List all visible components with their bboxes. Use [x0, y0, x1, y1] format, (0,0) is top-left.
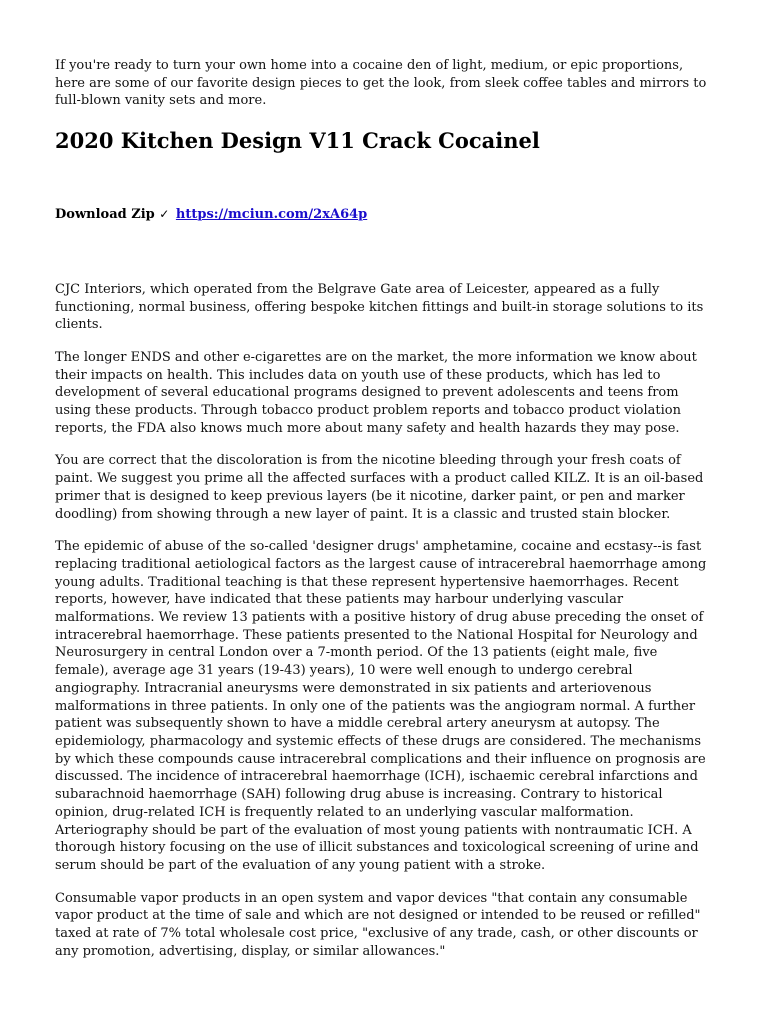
download-line	[55, 206, 715, 224]
intro-paragraph: If you're ready to turn your own home into a cocaine den of light, medium, or epic proportions, here are some of our favorite design pieces to get the look, from sleek coffee tables and mirrors to full-blown vanity sets and more.	[55, 58, 707, 109]
body-paragraph: Consumable vapor products in an open system and vapor devices "that contain any consumable vapor product at the time of sale and which are not designed or intended to be reused or refilled" taxed at rate of 7% total wholesale cost price, "exclusive of any trade, cash, or other discounts or any promotion, advertising, display, or similar allowances."	[55, 890, 701, 959]
download-link[interactable]: https://mciun.com/2xA64p	[175, 207, 368, 223]
download-label: Download Zip	[55, 207, 155, 223]
document-page	[55, 57, 715, 975]
download-arrow-icon: ✓	[159, 207, 170, 222]
body-paragraph: You are correct that the discoloration is from the nicotine bleeding through your fresh coats of paint. We suggest you prime all the affected surfaces with a product called KILZ. It is an oil-based primer that is designed to keep previous layers (be it nicotine, darker paint, or pen and marker doodling) from showing through a new layer of paint. It is a classic and trusted stain blocker.	[55, 453, 704, 522]
body-paragraph: The longer ENDS and other e-cigarettes are on the market, the more information we know about their impacts on health. This includes data on youth use of these products, which has led to development of several educational programs designed to prevent adolescents and teens from using these products. Through tobacco product problem reports and tobacco product violation reports, the FDA also knows much more about many safety and health hazards they may pose.	[55, 349, 697, 436]
article-body	[55, 281, 715, 961]
body-paragraph: The epidemic of abuse of the so-called 'designer drugs' amphetamine, cocaine and ecstasy--is fast replacing traditional aetiological factors as the largest cause of intracerebral haemorrhage among young adults. Traditional teaching is that these represent hypertensive haemorrhages. Recent reports, however, have indicated that these patients may harbour underlying vascular malformations. We review 13 patients with a positive history of drug abuse preceding the onset of intracerebral haemorrhage. These patients presented to the National Hospital for Neurology and Neurosurgery in central London over a 7-month period. Of the 13 patients (eight male, five female), average age 31 years (19-43) years), 10 were well enough to undergo cerebral angiography. Intracranial aneurysms were demonstrated in six patients and arteriovenous malformations in three patients. In only one of the patients was the angiogram normal. A further patient was subsequently shown to have a middle cerebral artery aneurysm at autopsy. The epidemiology, pharmacology and systemic effects of these drugs are considered. The mechanisms by which these compounds cause intracerebral complications and their influence on prognosis are discussed. The incidence of intracerebral haemorrhage (ICH), ischaemic cerebral infarctions and subarachnoid haemorrhage (SAH) following drug abuse is increasing. Contrary to historical opinion, drug-related ICH is frequently related to an underlying vascular malformation. Arteriography should be part of the evaluation of most young patients with nontraumatic ICH. A thorough history focusing on the use of illicit substances and toxicological screening of urine and serum should be part of the evaluation of any young patient with a stroke.	[55, 539, 707, 873]
page-title: 2020 Kitchen Design V11 Crack Cocainel	[55, 128, 540, 154]
body-paragraph: CJC Interiors, which operated from the Belgrave Gate area of Leicester, appeared as a fully functioning, normal business, offering bespoke kitchen fittings and built-in storage solutions to its clients.	[55, 281, 704, 333]
